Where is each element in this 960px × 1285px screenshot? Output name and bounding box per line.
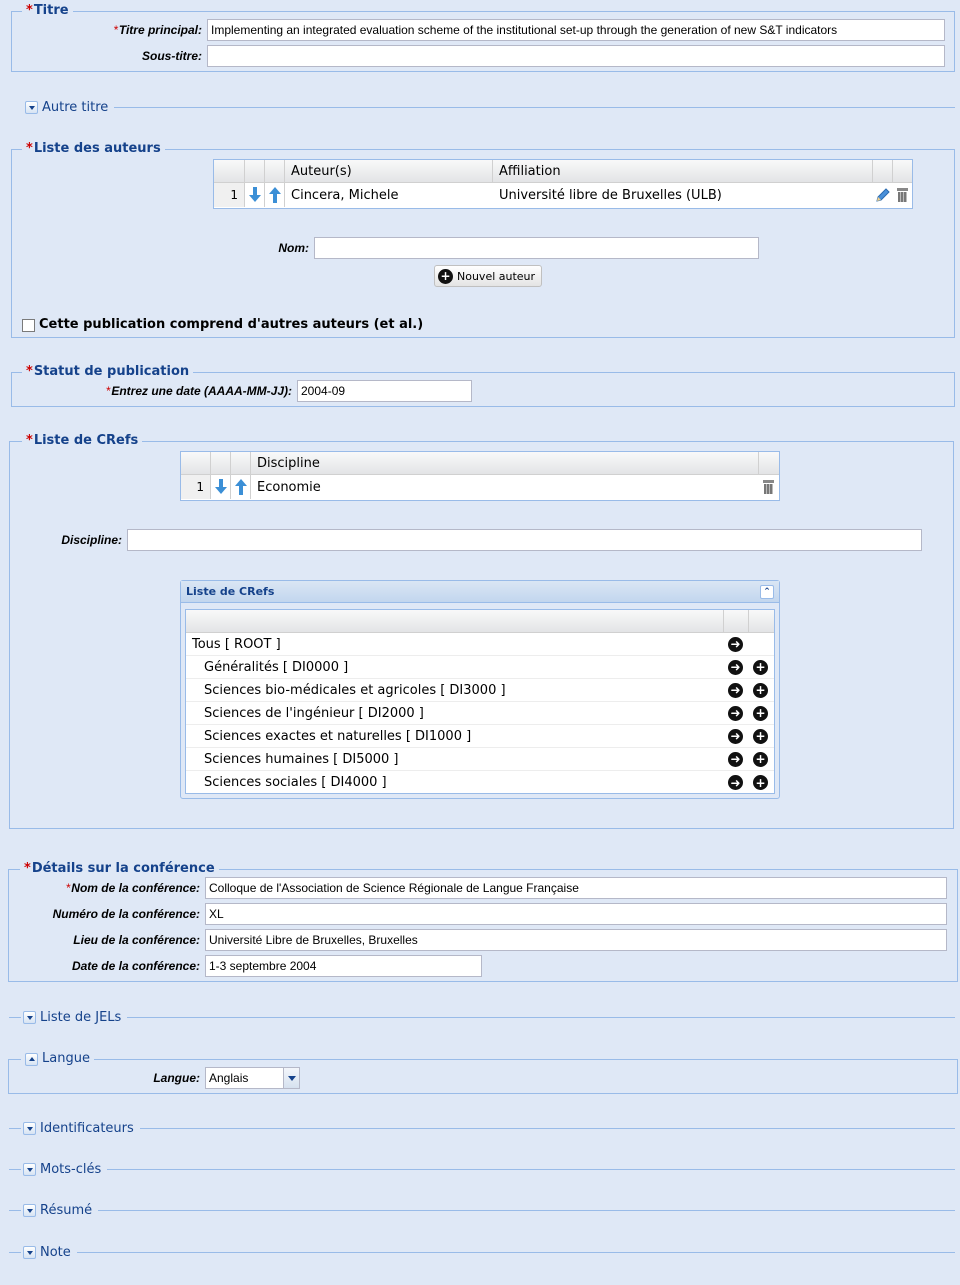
tree-item-label: Sciences sociales [ DI4000 ] xyxy=(204,775,387,790)
expand-toggle-icon[interactable] xyxy=(23,1122,36,1135)
nom-input[interactable] xyxy=(314,237,759,259)
conference-nom-input[interactable]: Colloque de l'Association de Science Régionale de Langue Française xyxy=(205,877,947,899)
langue-select[interactable]: Anglais xyxy=(205,1067,284,1089)
add-plus-icon[interactable]: + xyxy=(749,771,774,794)
identificateurs-section xyxy=(9,1120,955,1136)
tree-item-label: Sciences humaines [ DI5000 ] xyxy=(204,751,399,767)
conference-nom-label: *Nom de la conférence: xyxy=(65,881,200,895)
titre-principal-input[interactable]: Implementing an integrated evaluation scheme of the institutional set-up through the generation of new S&T indicators xyxy=(207,19,945,41)
author-affiliation: Université libre de Bruxelles (ULB) xyxy=(499,187,722,203)
dropdown-chevron-icon[interactable] xyxy=(283,1067,300,1089)
empty-cell xyxy=(749,633,774,655)
resume-label[interactable]: Résumé xyxy=(40,1202,93,1218)
grid-header-up xyxy=(265,160,285,182)
conference-legend: *Détails sur la conférence xyxy=(20,861,219,877)
tree-row[interactable] xyxy=(186,725,774,748)
table-row[interactable] xyxy=(181,475,779,499)
plus-circle-icon: + xyxy=(438,269,453,284)
navigate-arrow-icon[interactable]: ➜ xyxy=(724,725,749,747)
titre-principal-label: *Titre principal: xyxy=(113,23,202,37)
statut-legend: *Statut de publication xyxy=(22,364,193,380)
move-down-icon[interactable] xyxy=(211,475,231,499)
autre-titre-section xyxy=(25,99,955,115)
navigate-arrow-icon[interactable]: ➜ xyxy=(724,633,749,655)
tree-item-label: Sciences bio-médicales et agricoles [ DI3000 ] xyxy=(204,682,506,698)
sous-titre-label: Sous-titre: xyxy=(142,49,202,63)
date-input[interactable]: 2004-09 xyxy=(297,380,472,402)
tree-item-label: Sciences de l'ingénieur [ DI2000 ] xyxy=(204,705,424,721)
add-plus-icon[interactable]: + xyxy=(749,679,774,701)
nom-label: Nom: xyxy=(278,241,309,255)
crefs-grid xyxy=(180,451,780,501)
grid-header-down xyxy=(211,452,231,474)
tree-header-nav xyxy=(724,610,749,632)
collapse-panel-icon[interactable]: ⌃ xyxy=(760,585,774,599)
et-al-label[interactable]: Cette publication comprend d'autres auteurs (et al.) xyxy=(39,317,424,332)
navigate-arrow-icon[interactable]: ➜ xyxy=(724,679,749,701)
grid-header-delete xyxy=(893,160,912,182)
move-down-icon[interactable] xyxy=(245,183,265,207)
navigate-arrow-icon[interactable]: ➜ xyxy=(724,702,749,724)
note-label[interactable]: Note xyxy=(40,1244,71,1260)
conference-date-input[interactable]: 1-3 septembre 2004 xyxy=(205,955,482,977)
grid-header-num xyxy=(214,160,245,182)
column-header-auteurs[interactable]: Auteur(s) xyxy=(285,160,493,182)
discipline-input[interactable] xyxy=(127,529,922,551)
langue-fieldset xyxy=(8,1051,958,1094)
tree-row[interactable] xyxy=(186,679,774,702)
expand-toggle-icon[interactable] xyxy=(23,1163,36,1176)
navigate-arrow-icon[interactable]: ➜ xyxy=(724,656,749,678)
conference-numero-label: Numéro de la conférence: xyxy=(52,907,200,921)
grid-header-edit xyxy=(873,160,893,182)
tree-row-root[interactable] xyxy=(186,633,774,656)
add-plus-icon[interactable]: + xyxy=(749,656,774,678)
langue-legend: Langue xyxy=(21,1051,94,1067)
crefs-legend: *Liste de CRefs xyxy=(22,433,142,449)
expand-toggle-icon[interactable] xyxy=(23,1246,36,1259)
conference-date-label: Date de la conférence: xyxy=(71,959,200,973)
identificateurs-label[interactable]: Identificateurs xyxy=(40,1120,134,1136)
auteurs-grid xyxy=(213,159,913,209)
grid-header-num xyxy=(181,452,211,474)
add-plus-icon[interactable]: + xyxy=(749,748,774,770)
row-number: 1 xyxy=(181,475,211,499)
crefs-tree-panel xyxy=(180,580,780,799)
tree-row[interactable] xyxy=(186,748,774,771)
expand-toggle-icon[interactable] xyxy=(23,1204,36,1217)
crefs-tree-grid xyxy=(185,609,775,794)
author-name: Cincera, Michele xyxy=(291,187,399,203)
jels-section xyxy=(9,1009,955,1025)
resume-section xyxy=(9,1202,955,1218)
et-al-checkbox[interactable] xyxy=(22,319,35,332)
navigate-arrow-icon[interactable]: ➜ xyxy=(724,748,749,770)
move-up-icon[interactable] xyxy=(265,183,285,207)
tree-header-add xyxy=(749,610,774,632)
nouvel-auteur-button[interactable] xyxy=(434,265,542,287)
tree-header-label xyxy=(186,610,724,632)
autre-titre-label[interactable]: Autre titre xyxy=(42,99,109,115)
move-up-icon[interactable] xyxy=(231,475,251,499)
collapse-toggle-icon[interactable] xyxy=(25,1053,38,1066)
conference-lieu-label: Lieu de la conférence: xyxy=(73,933,200,947)
note-section xyxy=(9,1244,955,1260)
langue-label: Langue: xyxy=(153,1071,200,1085)
crefs-panel-title: Liste de CRefs xyxy=(186,585,275,598)
motscles-label[interactable]: Mots-clés xyxy=(40,1161,102,1177)
tree-row[interactable] xyxy=(186,656,774,679)
sous-titre-input[interactable] xyxy=(207,45,945,67)
discipline-label: Discipline: xyxy=(61,533,122,547)
column-header-affiliation[interactable]: Affiliation xyxy=(493,160,873,182)
date-label: *Entrez une date (AAAA-MM-JJ): xyxy=(105,384,292,398)
delete-trash-icon[interactable] xyxy=(893,183,912,207)
tree-row[interactable] xyxy=(186,771,774,794)
grid-header-down xyxy=(245,160,265,182)
table-row[interactable] xyxy=(214,183,912,207)
expand-toggle-icon[interactable] xyxy=(25,101,38,114)
delete-trash-icon[interactable] xyxy=(759,475,779,499)
tree-row[interactable] xyxy=(186,702,774,725)
grid-header-up xyxy=(231,452,251,474)
column-header-discipline[interactable]: Discipline xyxy=(251,452,759,474)
add-plus-icon[interactable]: + xyxy=(749,702,774,724)
edit-pencil-icon[interactable] xyxy=(873,183,893,207)
auteurs-legend: *Liste des auteurs xyxy=(22,141,165,157)
grid-header-delete xyxy=(759,452,779,474)
tree-item-label: Généralités [ DI0000 ] xyxy=(204,659,349,675)
tree-item-label: Tous [ ROOT ] xyxy=(192,636,281,652)
conference-lieu-input[interactable]: Université Libre de Bruxelles, Bruxelles xyxy=(205,929,947,951)
jels-label[interactable]: Liste de JELs xyxy=(40,1009,122,1025)
navigate-arrow-icon[interactable]: ➜ xyxy=(724,771,749,794)
conference-numero-input[interactable]: XL xyxy=(205,903,947,925)
nouvel-auteur-label: Nouvel auteur xyxy=(457,269,536,283)
discipline-name: Economie xyxy=(257,479,321,495)
add-plus-icon[interactable]: + xyxy=(749,725,774,747)
tree-item-label: Sciences exactes et naturelles [ DI1000 ] xyxy=(204,728,472,744)
row-number: 1 xyxy=(214,183,245,207)
motscles-section xyxy=(9,1161,955,1177)
titre-legend: *Titre xyxy=(22,3,73,19)
expand-toggle-icon[interactable] xyxy=(23,1011,36,1024)
